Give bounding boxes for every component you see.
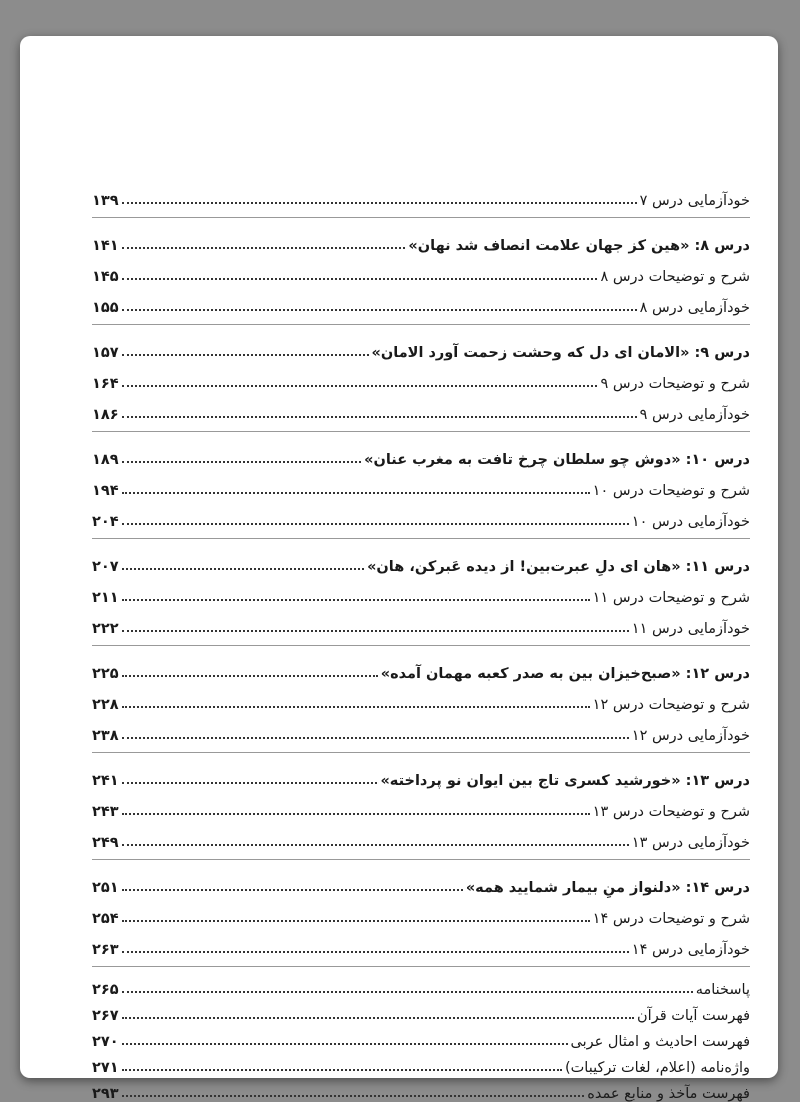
page-number: ۱۸۹ (92, 452, 119, 468)
dot-leader (122, 630, 629, 632)
page-number: ۲۶۳ (92, 942, 119, 958)
dot-leader (122, 568, 365, 570)
toc-entry (92, 682, 750, 713)
entry-title: خودآزمایی درس ۹ (639, 407, 750, 423)
page-number: ۲۲۵ (92, 666, 119, 682)
entry-title: شرح و توضیحات درس ۹ (600, 376, 750, 392)
page-number: ۱۶۴ (92, 376, 119, 392)
page-number: ۱۵۷ (92, 345, 119, 361)
dot-leader (122, 1043, 568, 1045)
entry-title: خودآزمایی درس ۸ (639, 300, 750, 316)
toc-section (92, 645, 750, 744)
entry-title: شرح و توضیحات درس ۱۲ (592, 697, 750, 713)
entry-title: شرح و توضیحات درس ۱۰ (592, 483, 750, 499)
lesson-title: درس ۱۲: «صبح‌خیزان بین به صدر کعبه مهمان آمده» (380, 666, 750, 682)
page-number: ۲۰۷ (92, 559, 119, 575)
dot-leader (122, 247, 406, 249)
toc-entry (92, 758, 750, 789)
page-number: ۲۲۸ (92, 697, 119, 713)
lesson-title: درس ۸: «هین کز جهان علامت انصاف شد نهان» (408, 238, 750, 254)
toc-section (92, 752, 750, 851)
toc-entry (92, 223, 750, 254)
page-number: ۲۲۲ (92, 621, 119, 637)
toc-entry (92, 998, 750, 1024)
toc-entry (92, 544, 750, 575)
dot-leader (122, 523, 629, 525)
page-number: ۲۷۰ (92, 1034, 119, 1050)
entry-title: خودآزمایی درس ۱۲ (631, 728, 750, 744)
toc-entry (92, 927, 750, 958)
toc-entry (92, 437, 750, 468)
lesson-title: درس ۱۴: «دلنواز منِ بیمار شمایید همه» (465, 880, 750, 896)
entry-title: شرح و توضیحات درس ۸ (600, 269, 750, 285)
entry-title: شرح و توضیحات درس ۱۴ (592, 911, 750, 927)
entry-title: خودآزمایی درس ۱۳ (631, 835, 750, 851)
toc-entry (92, 361, 750, 392)
dot-leader (122, 416, 637, 418)
lesson-title: درس ۱۳: «خورشید کسری تاج بین ایوان نو پرداخته» (380, 773, 750, 789)
page-number: ۱۸۶ (92, 407, 119, 423)
dot-leader (122, 675, 378, 677)
entry-title: فهرست احادیث و امثال عربی (570, 1034, 750, 1050)
dot-leader (122, 1095, 585, 1097)
lesson-title: درس ۱۰: «دوش چو سلطان چرخ تافت به مغرب عنان» (364, 452, 750, 468)
entry-title: خودآزمایی درس ۱۱ (631, 621, 750, 637)
dot-leader (122, 354, 369, 356)
page-number: ۱۴۵ (92, 269, 119, 285)
dot-leader (122, 737, 629, 739)
entry-title: فهرست آیات قرآن (637, 1008, 750, 1024)
entry-title: خودآزمایی درس ۱۰ (631, 514, 750, 530)
page-number: ۲۷۱ (92, 1060, 119, 1076)
dot-leader (122, 202, 637, 204)
toc-section (92, 966, 750, 1102)
page-number: ۲۶۷ (92, 1008, 119, 1024)
toc-section (92, 178, 750, 209)
dot-leader (122, 889, 463, 891)
page-number: ۲۵۴ (92, 911, 119, 927)
table-of-contents (92, 178, 750, 1102)
toc-section (92, 859, 750, 958)
page-number: ۱۳۹ (92, 193, 119, 209)
toc-section (92, 324, 750, 423)
toc-entry (92, 820, 750, 851)
entry-title: شرح و توضیحات درس ۱۳ (592, 804, 750, 820)
page-number: ۲۴۳ (92, 804, 119, 820)
toc-entry (92, 896, 750, 927)
toc-entry (92, 651, 750, 682)
page-number: ۲۶۵ (92, 982, 119, 998)
toc-entry (92, 468, 750, 499)
toc-entry (92, 1076, 750, 1102)
dot-leader (122, 278, 598, 280)
toc-entry (92, 789, 750, 820)
dot-leader (122, 599, 590, 601)
page-number: ۲۵۱ (92, 880, 119, 896)
dot-leader (122, 782, 378, 784)
document-page (20, 36, 778, 1102)
lesson-title: درس ۹: «الامان ای دل که وحشت زحمت آورد الامان» (371, 345, 750, 361)
page-number: ۱۵۵ (92, 300, 119, 316)
page-number: ۲۰۴ (92, 514, 119, 530)
page-number: ۲۴۱ (92, 773, 119, 789)
page-number: ۲۳۸ (92, 728, 119, 744)
toc-section (92, 538, 750, 637)
dot-leader (122, 385, 598, 387)
entry-title: واژه‌نامه (اعلام، لغات ترکیبات) (565, 1060, 750, 1076)
toc-entry (92, 1024, 750, 1050)
dot-leader (122, 920, 590, 922)
toc-entry (92, 285, 750, 316)
dot-leader (122, 461, 362, 463)
page-number: ۲۹۳ (92, 1086, 119, 1102)
entry-title: فهرست مآخذ و منابع عمده (587, 1086, 750, 1102)
dot-leader (122, 813, 590, 815)
page-number: ۱۹۴ (92, 483, 119, 499)
dot-leader (122, 1017, 634, 1019)
page-number: ۱۴۱ (92, 238, 119, 254)
dot-leader (122, 309, 637, 311)
dot-leader (122, 844, 629, 846)
toc-section (92, 431, 750, 530)
dot-leader (122, 991, 693, 993)
toc-entry (92, 865, 750, 896)
toc-entry (92, 972, 750, 998)
toc-section (92, 217, 750, 316)
lesson-title: درس ۱۱: «هان ای دلِ عبرت‌بین! از دیده عَبرکن، هان» (367, 559, 750, 575)
entry-title: خودآزمایی درس ۷ (639, 193, 750, 209)
toc-entry (92, 575, 750, 606)
dot-leader (122, 706, 590, 708)
toc-entry (92, 1050, 750, 1076)
entry-title: پاسخنامه (695, 982, 750, 998)
toc-entry (92, 606, 750, 637)
entry-title: خودآزمایی درس ۱۴ (631, 942, 750, 958)
toc-entry (92, 392, 750, 423)
toc-entry (92, 713, 750, 744)
toc-entry (92, 330, 750, 361)
dot-leader (122, 1069, 562, 1071)
toc-entry (92, 499, 750, 530)
page-number: ۲۴۹ (92, 835, 119, 851)
entry-title: شرح و توضیحات درس ۱۱ (592, 590, 750, 606)
dot-leader (122, 951, 629, 953)
toc-entry (92, 178, 750, 209)
toc-entry (92, 254, 750, 285)
dot-leader (122, 492, 590, 494)
page-number: ۲۱۱ (92, 590, 119, 606)
